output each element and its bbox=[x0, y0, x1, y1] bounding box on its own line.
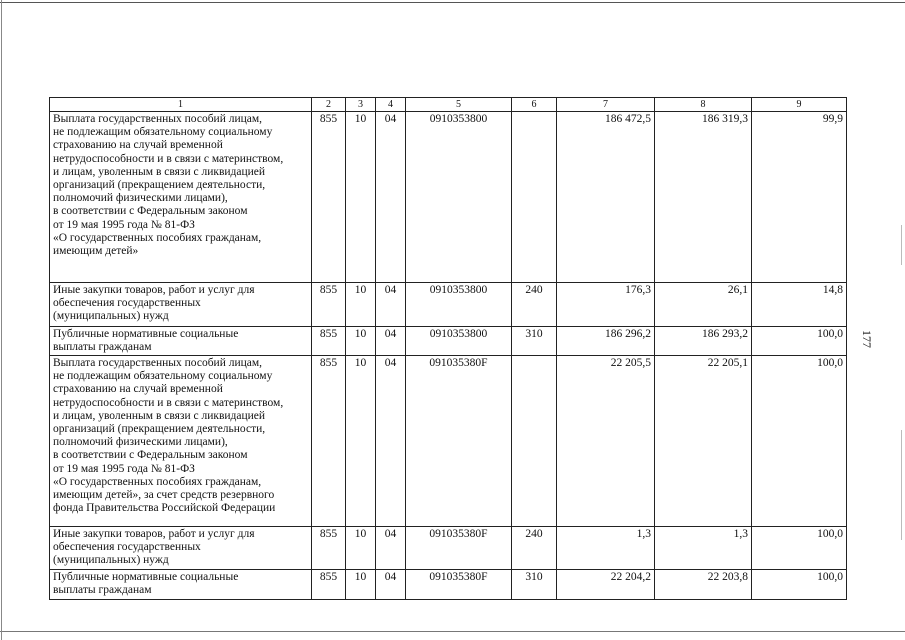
execution-percent: 100,0 bbox=[752, 570, 847, 600]
subsection-code: 04 bbox=[376, 112, 406, 283]
column-header: 2 bbox=[312, 98, 346, 112]
expense-name: Публичные нормативные социальные выплаты гражданам bbox=[50, 570, 312, 600]
executed-amount: 22 205,1 bbox=[655, 356, 752, 527]
ministry-code: 855 bbox=[312, 327, 346, 356]
column-header: 6 bbox=[512, 98, 557, 112]
section-code: 10 bbox=[346, 283, 376, 327]
executed-amount: 186 319,3 bbox=[655, 112, 752, 283]
section-code: 10 bbox=[346, 327, 376, 356]
budget-table bbox=[49, 97, 847, 600]
expense-type-code: 310 bbox=[512, 570, 557, 600]
column-header: 9 bbox=[752, 98, 847, 112]
ministry-code: 855 bbox=[312, 570, 346, 600]
planned-amount: 1,3 bbox=[557, 527, 655, 570]
ministry-code: 855 bbox=[312, 112, 346, 283]
expense-type-code: 240 bbox=[512, 527, 557, 570]
subsection-code: 04 bbox=[376, 570, 406, 600]
scan-border-bottom bbox=[0, 631, 905, 632]
target-article-code: 091035380F bbox=[406, 356, 512, 527]
table-row bbox=[50, 327, 847, 356]
table-header-row bbox=[50, 98, 847, 112]
table-row bbox=[50, 112, 847, 283]
execution-percent: 100,0 bbox=[752, 356, 847, 527]
section-code: 10 bbox=[346, 570, 376, 600]
target-article-code: 0910353800 bbox=[406, 327, 512, 356]
section-code: 10 bbox=[346, 527, 376, 570]
expense-name: Публичные нормативные социальные выплаты гражданам bbox=[50, 327, 312, 356]
column-header: 4 bbox=[376, 98, 406, 112]
table-row bbox=[50, 570, 847, 600]
target-article-code: 091035380F bbox=[406, 527, 512, 570]
planned-amount: 22 205,5 bbox=[557, 356, 655, 527]
subsection-code: 04 bbox=[376, 527, 406, 570]
expense-type-code bbox=[512, 112, 557, 283]
target-article-code: 091035380F bbox=[406, 570, 512, 600]
executed-amount: 26,1 bbox=[655, 283, 752, 327]
planned-amount: 186 296,2 bbox=[557, 327, 655, 356]
column-header: 5 bbox=[406, 98, 512, 112]
execution-percent: 100,0 bbox=[752, 527, 847, 570]
expense-type-code: 240 bbox=[512, 283, 557, 327]
execution-percent: 14,8 bbox=[752, 283, 847, 327]
ministry-code: 855 bbox=[312, 527, 346, 570]
execution-percent: 100,0 bbox=[752, 327, 847, 356]
section-code: 10 bbox=[346, 356, 376, 527]
executed-amount: 186 293,2 bbox=[655, 327, 752, 356]
page-number: 177 bbox=[860, 330, 874, 348]
subsection-code: 04 bbox=[376, 356, 406, 527]
expense-name: Иные закупки товаров, работ и услуг для обеспечения государственных (муниципальных) нужд bbox=[50, 283, 312, 327]
subsection-code: 04 bbox=[376, 327, 406, 356]
ministry-code: 855 bbox=[312, 356, 346, 527]
section-code: 10 bbox=[346, 112, 376, 283]
planned-amount: 176,3 bbox=[557, 283, 655, 327]
planned-amount: 186 472,5 bbox=[557, 112, 655, 283]
executed-amount: 22 203,8 bbox=[655, 570, 752, 600]
execution-percent: 99,9 bbox=[752, 112, 847, 283]
expense-name: Выплата государственных пособий лицам, не подлежащим обязательному социальному страхованию на случай временной нетрудоспособности и в связи с материнством, и лицам, уволенным в связи с ликвидацией организаций (прекращением деятельности, полномочий физическими лицами), в соответствии с Федеральным законом от 19 мая 1995 года № 81-ФЗ «О государственных пособиях гражданам, имеющим детей», за счет средств резервного фонда Правительства Российской Федерации bbox=[50, 356, 312, 527]
column-header: 8 bbox=[655, 98, 752, 112]
column-header: 7 bbox=[557, 98, 655, 112]
expense-name: Иные закупки товаров, работ и услуг для обеспечения государственных (муниципальных) нужд bbox=[50, 527, 312, 570]
target-article-code: 0910353800 bbox=[406, 112, 512, 283]
column-header: 1 bbox=[50, 98, 312, 112]
scan-artifact bbox=[901, 430, 902, 540]
table-row bbox=[50, 356, 847, 527]
executed-amount: 1,3 bbox=[655, 527, 752, 570]
table-row bbox=[50, 283, 847, 327]
target-article-code: 0910353800 bbox=[406, 283, 512, 327]
scan-artifact bbox=[901, 225, 902, 265]
scan-border-top bbox=[0, 2, 905, 3]
expense-type-code: 310 bbox=[512, 327, 557, 356]
expense-type-code bbox=[512, 356, 557, 527]
ministry-code: 855 bbox=[312, 283, 346, 327]
subsection-code: 04 bbox=[376, 283, 406, 327]
table-row bbox=[50, 527, 847, 570]
planned-amount: 22 204,2 bbox=[557, 570, 655, 600]
expense-name: Выплата государственных пособий лицам, не подлежащим обязательному социальному страхованию на случай временной нетрудоспособности и в связи с материнством, и лицам, уволенным в связи с ликвидацией организаций (прекращением деятельности, полномочий физическими лицами), в соответствии с Федеральным законом от 19 мая 1995 года № 81-ФЗ «О государственных пособиях гражданам, имеющим детей» bbox=[50, 112, 312, 283]
column-header: 3 bbox=[346, 98, 376, 112]
scan-border-left bbox=[1, 0, 2, 640]
